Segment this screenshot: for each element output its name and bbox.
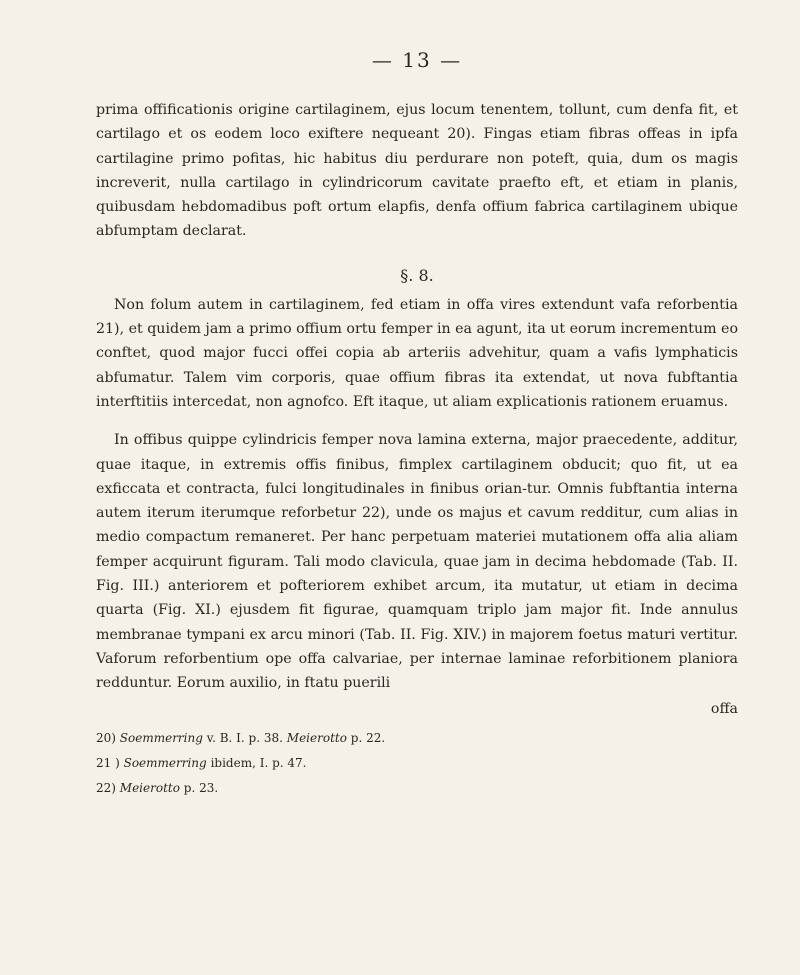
footnote-ref: v. B. I. p. 38.	[206, 730, 283, 745]
paragraph-2: Non folum autem in cartilaginem, fed etiam in offa vires extendunt vafa reforbentia 21), et quidem jam a primo offium ortu femper in ea agunt, ita ut eorum incrementum eo conftet, quod major fucci offei copia ab arteriis advehitur, quam a vafis lymphaticis abfumatur. Talem vim corporis, quae offium fibras ita extendat, ut nova fubftantia interftitiis intercedat, non agnofco. Eft itaque, ut aliam explicationis rationem eruamus.	[96, 296, 738, 410]
footnote-author: Soemmerring	[123, 755, 207, 770]
footnote-22	[96, 776, 738, 801]
footnote-ref: p. 22.	[350, 730, 386, 745]
paragraph-3: In offibus quippe cylindricis femper nova lamina externa, major praecedente, additur, quae itaque, in extremis offis finibus, fimplex cartilaginem obducit; quo fit, ut ea exficcata et contracta, fulci longitudinales in finibus orian-tur. Omnis fubftantia interna autem iterum iterumque reforbetur 22), unde os majus et cavum redditur, cum alias in medio compactum remaneret. Per hanc perpetuam materiei mutationem offa alia aliam femper acquirunt figuram. Tali modo clavicula, quae jam in decima hebdomade (Tab. II. Fig. III.) anteriorem et pofteriorem exhibet arcum, ita mutatur, ut etiam in decima quarta (Fig. XI.) ejusdem fit figurae, quamquam triplo jam major fit. Inde annulus membranae tympani ex arcu minori (Tab. II. Fig. XIV.) in majorem foetus maturi vertitur. Vaforum reforbentium ope offa calvariae, per internae laminae reforbitionem planiora redduntur. Eorum auxilio, in ftatu puerili	[96, 432, 738, 692]
footnote-author: Soemmerring	[119, 730, 203, 745]
paragraph-1: prima offificationis origine cartilaginem, ejus locum tenentem, tollunt, cum denfa fit, et cartilago et os eodem loco exiftere nequeant 20). Fingas etiam fibras offeas in ipfa cartilagine primo pofitas, hic habitus diu perdurare non poteft, quia, dum os magis increverit, nulla cartilago in cylindricorum cavitate praefto eft, et etiam in planis, quibusdam hebdomadibus poft ortum elapfis, denfa offium fabrica cartilaginem ubique abfumptam declarat.	[96, 102, 738, 240]
page-number: — 13 —	[371, 48, 463, 72]
footnote-ref: ibidem, I. p. 47.	[210, 755, 307, 770]
footnote-number: 20)	[96, 730, 116, 745]
footnotes	[96, 726, 738, 801]
section-heading: §. 8.	[400, 265, 434, 285]
footnote-21	[96, 751, 738, 776]
footnote-20	[96, 726, 738, 751]
footnote-number: 21 )	[96, 755, 120, 770]
footnote-author: Meierotto	[286, 730, 347, 745]
footnote-number: 22)	[96, 780, 116, 795]
footnote-author: Meierotto	[119, 780, 180, 795]
footnote-ref: p. 23.	[183, 780, 219, 795]
catchword: offa	[710, 700, 738, 717]
